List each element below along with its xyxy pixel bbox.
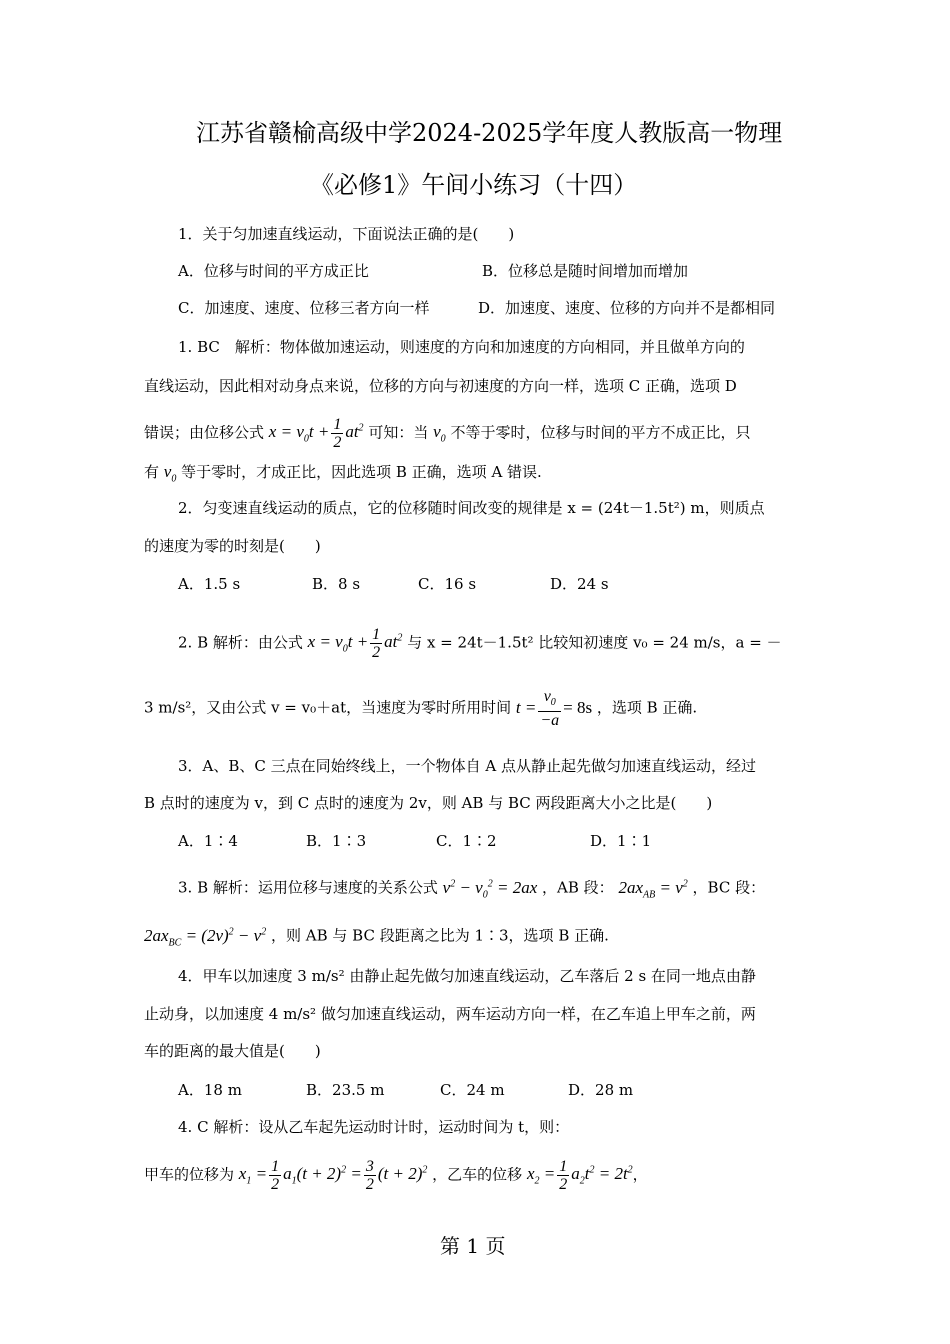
q4-stem-line-1: 4．甲车以加速度 3 m/s² 由静止起先做匀加速直线运动，乙车落后 2 s 在同一地点由静 [178, 967, 756, 985]
q3-answer-line-1 [178, 874, 765, 905]
q2-answer-text-c: 3 m/s²，又由公式 v = v₀＋at，当速度为零时所用时间 [144, 698, 512, 717]
q4-option-b: B．23.5 m [306, 1081, 385, 1099]
q1-answer-text-b: 可知：当 [368, 423, 429, 442]
formula-ab: $2ax_{AB} = v^2$ [618, 877, 688, 901]
formula-velocity-displacement: $v^2 - v_0^2 = 2ax$ [442, 877, 538, 901]
q2-answer-text-b: 与 x = 24t－1.5t² 比较知初速度 v₀ = 24 m/s，a = － [407, 633, 782, 652]
formula-car-a-displacement: $x_1$ = $\frac{1}{2}$ $a_1(t + 2)^2$ = $\frac{3}{2}$ $(t + 2)^2$ [238, 1158, 428, 1193]
title-line-2: 《必修1》午间小练习（十四） [310, 171, 638, 199]
formula-time: t = $\frac{v_0}{-a}$ = 8s [515, 688, 593, 730]
q1-answer-line-4 [144, 462, 542, 489]
formula-displacement: $x = v_0t$ + $\frac{1}{2}$ $at^2$ [268, 416, 364, 451]
formula-bc: $2ax_{BC} = (2v)^2 - v^2$ [144, 925, 267, 949]
q1-option-a: A．位移与时间的平方成正比 [178, 262, 369, 280]
q2-option-a: A．1.5 s [178, 575, 241, 593]
q4-answer-text-b: ，乙车的位移 [432, 1165, 523, 1184]
q4-stem-line-3: 车的距离的最大值是( ) [144, 1042, 321, 1060]
q2-answer-line-1 [178, 626, 782, 661]
q3-answer-text-b: ，AB 段： [542, 878, 614, 897]
q2-option-b: B．8 s [312, 575, 361, 593]
formula-car-b-displacement: $x_2$ = $\frac{1}{2}$ $a_2t^2 = 2t^2$ [526, 1158, 633, 1193]
q2-stem-line-1: 2．匀变速直线运动的质点，它的位移随时间改变的规律是 x = (24t－1.5t²) m，则质点 [178, 499, 765, 517]
q4-answer-line-1: 4. C 解析：设从乙车起先运动时计时，运动时间为 t，则： [178, 1118, 570, 1136]
q2-answer-text-d: ，选项 B 正确. [596, 698, 698, 717]
q4-option-d: D．28 m [568, 1081, 634, 1099]
q3-option-a: A．1∶4 [178, 832, 238, 850]
q1-answer-text-c: 不等于零时，位移与时间的平方不成正比，只 [450, 423, 751, 442]
title-line-1: 江苏省赣榆高级中学2024-2025学年度人教版高一物理 [196, 119, 783, 147]
q3-option-b: B．1∶3 [306, 832, 367, 850]
q1-option-c: C．加速度、速度、位移三者方向一样 [178, 299, 430, 317]
q1-option-d: D．加速度、速度、位移的方向并不是都相同 [478, 299, 776, 317]
q1-option-b: B．位移总是随时间增加而增加 [482, 262, 689, 280]
q3-option-d: D．1∶1 [590, 832, 652, 850]
q3-stem-line-2: B 点时的速度为 v，到 C 点时的速度为 2v，则 AB 与 BC 两段距离大小之比是( ) [144, 794, 713, 812]
page-number: 第 1 页 [440, 1234, 506, 1258]
q1-answer-text-d: 有 [144, 463, 160, 481]
q1-answer-line-1: 1. BC 解析：物体做加速运动，则速度的方向和加速度的方向相同，并且做单方向的 [178, 338, 745, 356]
q4-answer-line-2: 甲车的位移为 $x_1$ = $\frac{1}{2}$ $a_1(t + 2)^2$ = $\frac{3}{2}$ $(t + 2)^2$ ，乙车的位移 $x_2$ = $\frac{1}{2}$ $a_2t^2 = 2t^2$， [144, 1158, 648, 1193]
q3-answer-text-c: ，BC 段： [692, 878, 766, 897]
q2-option-c: C．16 s [418, 575, 477, 593]
q1-stem: 1．关于匀加速直线运动，下面说法正确的是( ) [178, 225, 515, 243]
q3-answer-text-d: ，则 AB 与 BC 段距离之比为 1∶3，选项 B 正确. [270, 926, 609, 945]
q4-stem-line-2: 止动身，以加速度 4 m/s² 做匀加速直线运动，两车运动方向一样，在乙车追上甲车之前，两 [144, 1005, 756, 1023]
q3-answer-text-a: 3. B 解析：运用位移与速度的关系公式 [178, 878, 438, 897]
q3-stem-line-1: 3．A、B、C 三点在同始终线上，一个物体自 A 点从静止起先做匀加速直线运动，经过 [178, 757, 757, 775]
q4-answer-text-a: 甲车的位移为 [144, 1165, 235, 1184]
symbol-v0: $v_0$ [433, 422, 446, 445]
q2-option-d: D．24 s [550, 575, 609, 593]
q2-answer-line-2 [144, 688, 697, 729]
q4-option-a: A．18 m [178, 1081, 242, 1099]
q2-stem-line-2: 的速度为零的时刻是( ) [144, 537, 321, 555]
q1-answer-line-3 [144, 416, 750, 451]
formula-displacement: $x = v_0t$ + $\frac{1}{2}$ $at^2$ [307, 626, 403, 661]
q1-answer-line-2: 直线运动，因此相对动身点来说，位移的方向与初速度的方向一样，选项 C 正确，选项 D [144, 377, 737, 395]
q1-answer-text-e: 等于零时，才成正比，因此选项 B 正确，选项 A 错误. [181, 463, 542, 481]
symbol-v0: $v_0$ [163, 462, 177, 485]
q3-option-c: C．1∶2 [436, 832, 497, 850]
q2-answer-text-a: 2. B 解析：由公式 [178, 633, 303, 652]
q1-answer-text-a: 错误；由位移公式 [144, 423, 265, 442]
q3-answer-line-2 [144, 922, 609, 953]
q4-option-c: C．24 m [440, 1081, 505, 1099]
